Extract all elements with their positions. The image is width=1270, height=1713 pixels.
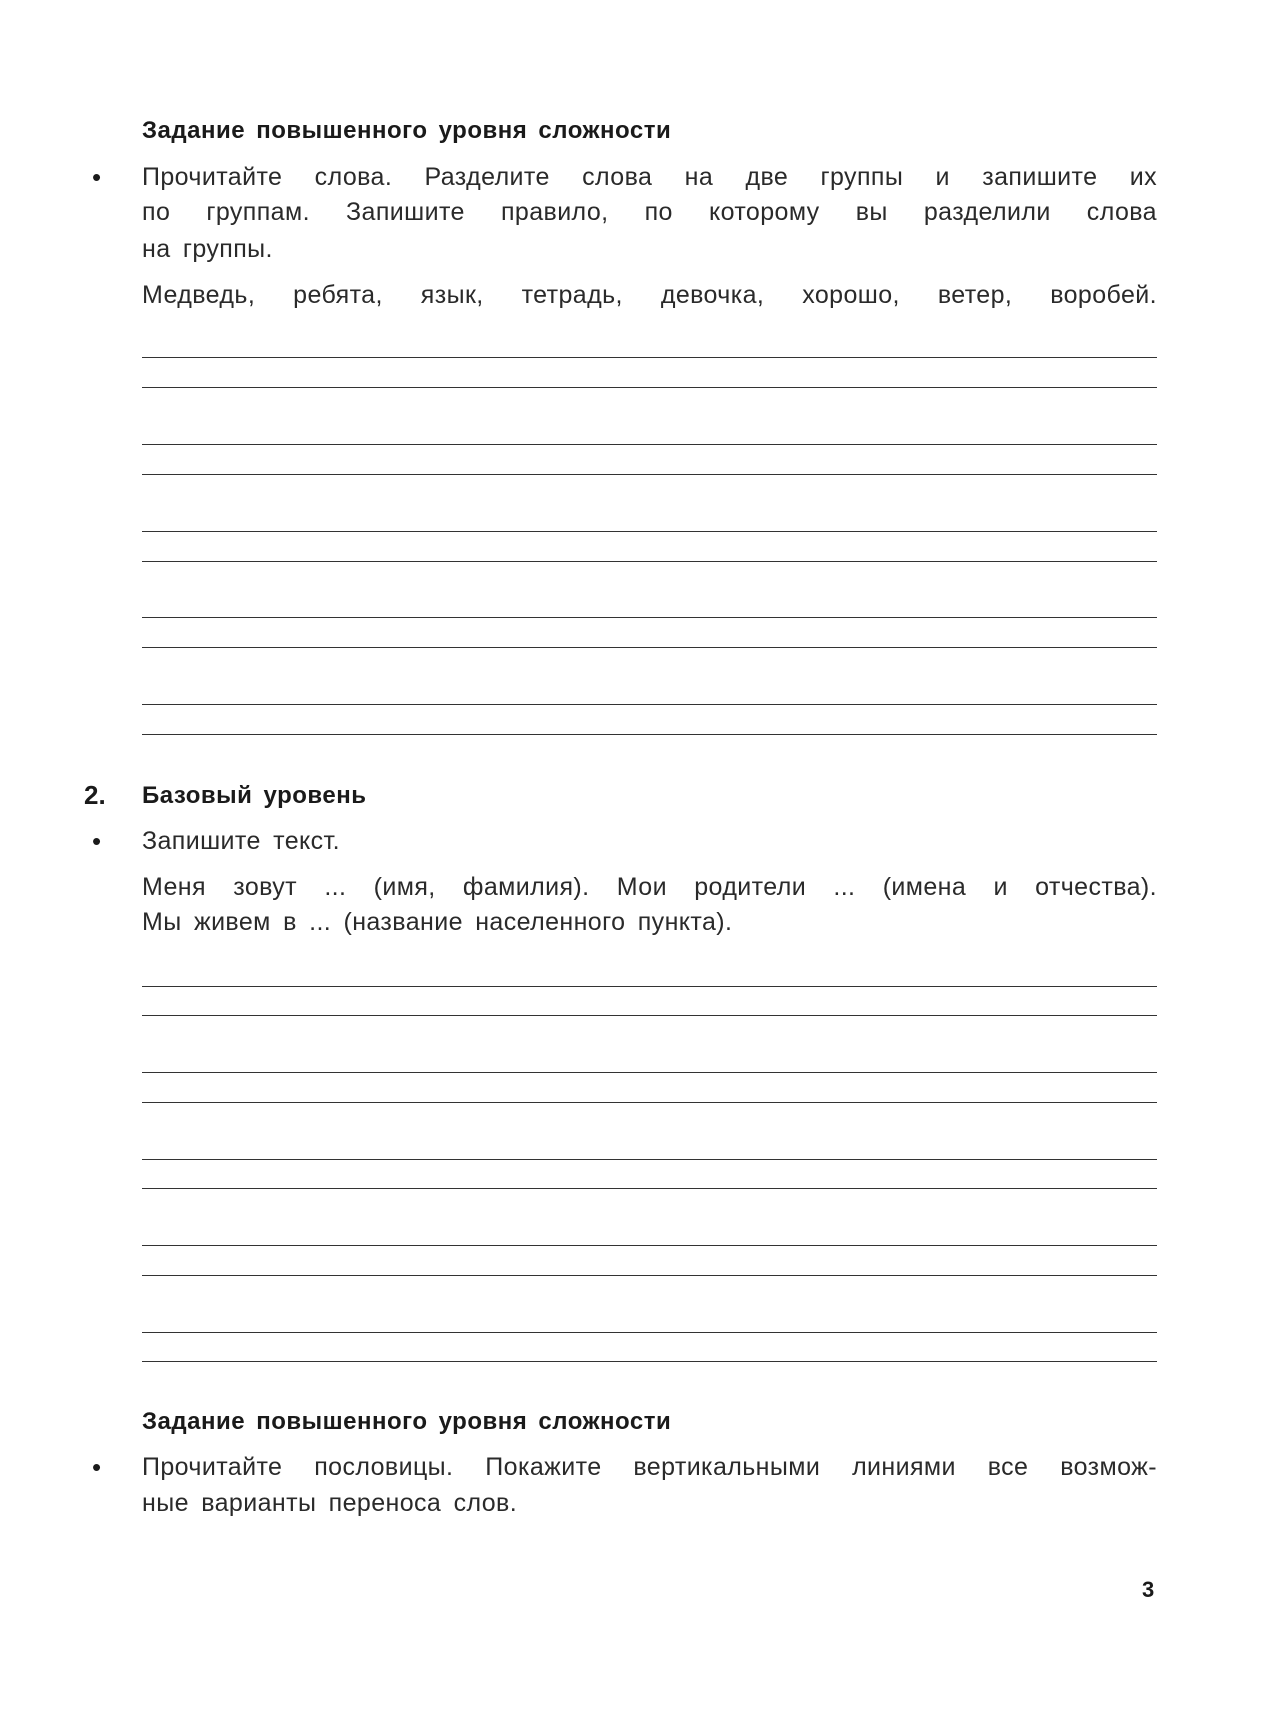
section2-text-line: Мы живем в ... (название населенного пункта).	[142, 908, 733, 936]
writing-line	[142, 1102, 1157, 1103]
writing-line	[142, 734, 1157, 735]
writing-line	[142, 1361, 1157, 1362]
section3-instruction-line: ные варианты переноса слов.	[142, 1489, 518, 1517]
writing-line	[142, 444, 1157, 445]
section3-instruction-line: Прочитайте пословицы. Покажите вертикальными линиями все возмож-	[142, 1453, 1157, 1481]
section3-heading: Задание повышенного уровня сложности	[142, 1408, 672, 1435]
bullet-icon: •	[92, 1452, 102, 1482]
writing-line	[142, 1072, 1157, 1073]
writing-line	[142, 1275, 1157, 1276]
writing-line	[142, 1188, 1157, 1189]
section1-instruction-line: по группам. Запишите правило, по которому вы разделили слова	[142, 198, 1157, 226]
bullet-icon: •	[92, 162, 102, 192]
page-number: 3	[1142, 1577, 1155, 1602]
writing-line	[142, 561, 1157, 562]
section1-heading: Задание повышенного уровня сложности	[142, 117, 672, 144]
section1-word-list: Медведь, ребята, язык, тетрадь, девочка, хорошо, ветер, воробей.	[142, 281, 1157, 309]
writing-line	[142, 647, 1157, 648]
writing-line	[142, 387, 1157, 388]
writing-line	[142, 1245, 1157, 1246]
bullet-icon: •	[92, 826, 102, 856]
writing-line	[142, 986, 1157, 987]
section1-instruction-line: на группы.	[142, 235, 273, 263]
writing-line	[142, 704, 1157, 705]
writing-line	[142, 1015, 1157, 1016]
section2-instruction: Запишите текст.	[142, 827, 340, 855]
section1-instruction-line: Прочитайте слова. Разделите слова на две группы и запишите их	[142, 163, 1157, 191]
writing-line	[142, 1159, 1157, 1160]
writing-line	[142, 474, 1157, 475]
writing-line	[142, 1332, 1157, 1333]
section2-heading: Базовый уровень	[142, 782, 367, 809]
writing-line	[142, 531, 1157, 532]
writing-line	[142, 357, 1157, 358]
writing-line	[142, 617, 1157, 618]
task-number: 2.	[84, 780, 106, 810]
section2-text-line: Меня зовут ... (имя, фамилия). Мои родители ... (имена и отчества).	[142, 873, 1157, 901]
